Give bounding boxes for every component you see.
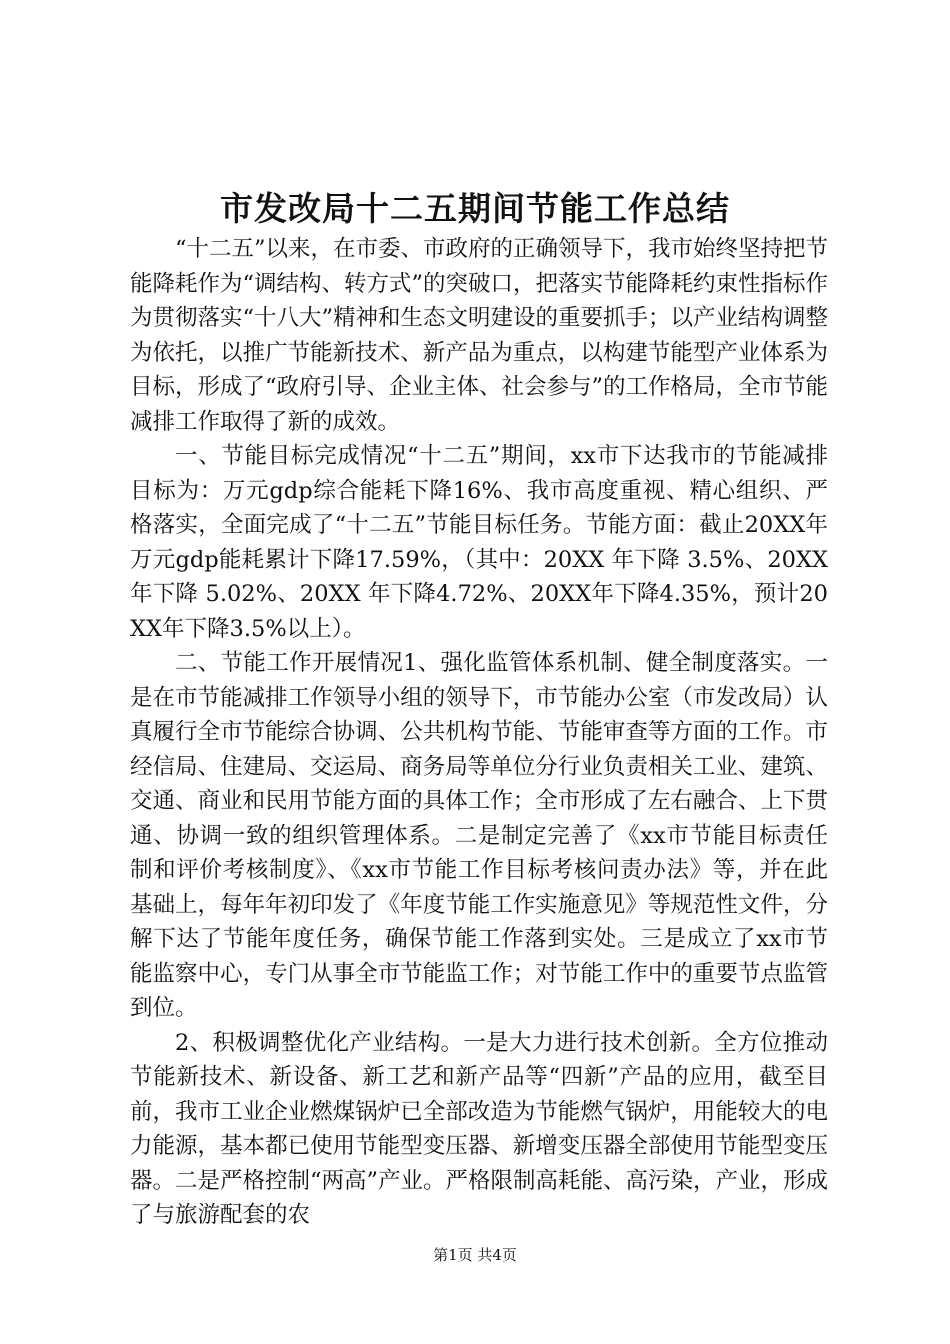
paragraph-intro: “十二五”以来，在市委、市政府的正确领导下，我市始终坚持把节能降耗作为“调结构、转方式”的突破口，把落实节能降耗约束性指标作为贯彻落实“十八大”精神和生态文明建设的重要抓手；以产业结构调整为依托，以推广节能新技术、新产品为重点，以构建节能型产业体系为目标，形成了“政府引导、企业主体、社会参与”的工作格局，全市节能减排工作取得了新的成效。 <box>130 236 829 435</box>
document-body <box>130 232 828 1233</box>
paragraph-targets: 一、节能目标完成情况“十二五”期间，xx市下达我市的节能减排目标为：万元gdp综合能耗下降16%、我市高度重视、精心组织、严格落实，全面完成了“十二五”节能目标任务。节能方面：截止20XX年万元gdp能耗累计下降17.59%，（其中：20XX 年下降 3.5%、20XX 年下降 5.02%、20XX 年下降4.72%、20XX年下降4.35%，预计20XX年下降3.5%以上）。 <box>130 443 828 642</box>
paragraph-structure: 2、积极调整优化产业结构。一是大力进行技术创新。全方位推动节能新技术、新设备、新工艺和新产品等“四新”产品的应用，截至目前，我市工业企业燃煤锅炉已全部改造为节能燃气锅炉，用能较大的电力能源，基本都已使用节能型变压器、新增变压器全部使用节能型变压器。二是严格控制“两高”产业。严格限制高耗能、高污染，产业，形成了与旅游配套的农 <box>130 1029 829 1228</box>
paragraph-work: 二、节能工作开展情况1、强化监管体系机制、健全制度落实。一是在市节能减排工作领导小组的领导下，市节能办公室（市发改局）认真履行全市节能综合协调、公共机构节能、节能审查等方面的工作。市经信局、住建局、交运局、商务局等单位分行业负责相关工业、建筑、交通、商业和民用节能方面的具体工作；全市形成了左右融合、上下贯通、协调一致的组织管理体系。二是制定完善了《xx市节能目标责任制和评价考核制度》、《xx市节能工作目标考核问责办法》等，并在此基础上，每年年初印发了《年度节能工作实施意见》等规范性文件，分解下达了节能年度任务，确保节能工作落到实处。三是成立了xx市节能监察中心，专门从事全市节能监工作；对节能工作中的重要节点监管到位。 <box>130 650 828 1021</box>
document-title: 市发改局十二五期间节能工作总结 <box>220 189 730 228</box>
page-number-footer: 第1页 共4页 <box>433 1246 517 1264</box>
